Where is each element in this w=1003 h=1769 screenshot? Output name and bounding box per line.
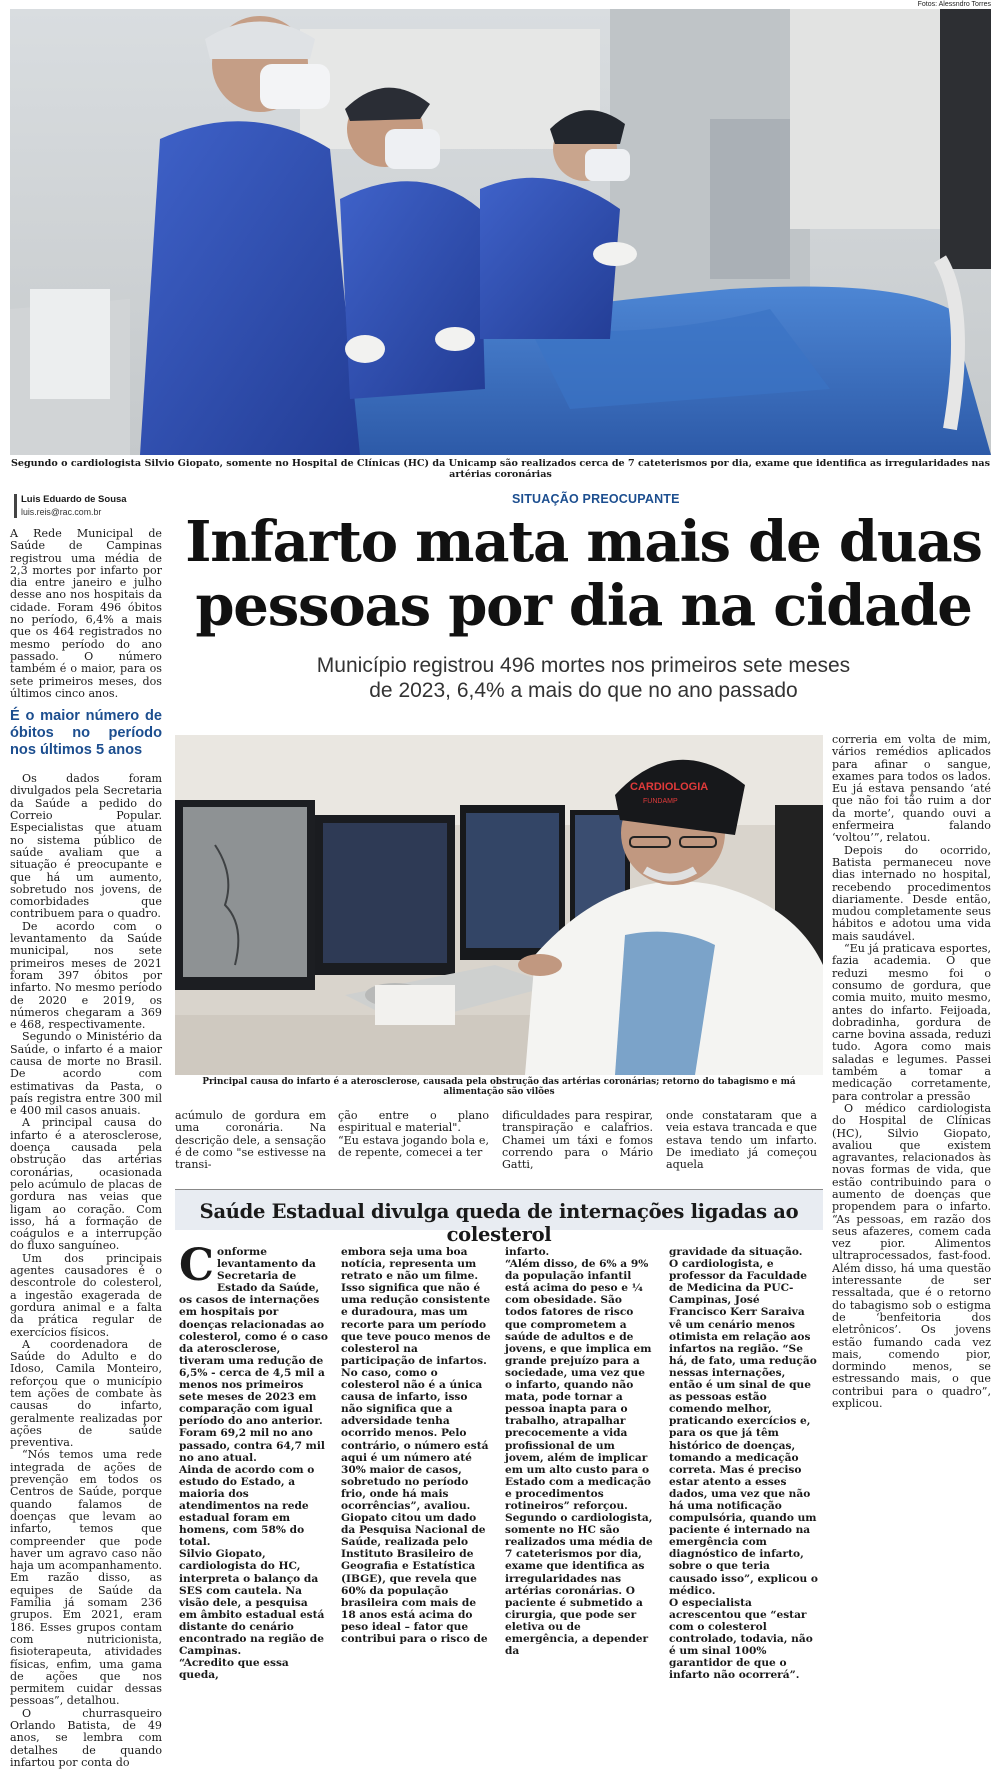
right-column (832, 734, 991, 1410)
box-column-1 (179, 1240, 329, 1682)
byline (14, 494, 174, 518)
surgery-photo (10, 9, 991, 455)
subheading: É o maior número de óbitos no período nos últimos 5 anos (10, 708, 162, 759)
box-column-1-text: onforme levantamento da Secretaria de Estado da Saúde, os casos de internações em hospitais por doenças relacionadas ao colesterol, como é o caso da aterosclerose, tiveram uma redução de 6,5% - cerca de 4,5 mil a menos nos primeiros sete meses de 2023 em comparação com igual período do ano anterior. Foram 69,2 mil no ano passado, contra 64,7 mil no ano atual. Ainda de acordo com o estudo do Estado, a maioria dos atendimentos na rede estadual foram em homens, com 58% do total. Silvio Giopato, cardiologista do HC, interpreta o balanço da SES com cautela. Na visão dele, a pesquisa em âmbito estadual está distante do cenário encontrado na região de Campinas. “Acredito que essa queda, (179, 1246, 328, 1682)
paragraph: A coordenadora de Saúde do Adulto e do Idoso, Camila Monteiro, reforçou que o município tem ações de combate às causas do infarto, geralmente realizadas por ações de saúde preventiva. (10, 1337, 162, 1450)
box-column-3: infarto. “Além disso, de 6% a 9% da população infantil está acima do peso e ¼ com obesidade. São todos fatores de risco que comprometem a saúde de adultos e de jovens, e que implica em grande prejuízo para a sociedade, uma vez que o infarto, quando não mata, pode tornar a pessoa inapta para o trabalho, atrapalhar precocemente a vida profissional de um jovem, além de implicar em um alto custo para o Estado com a medicação e procedimentos rotineiros” reforçou. Segundo o cardiologista, somente no HC são realizados uma média de 7 cateterismos por dia, exame que identifica as irregularidades nas artérias coronárias. O paciente é submetido a cirurgia, que pode ser eletiva ou de emergência, a depender da (505, 1246, 653, 1658)
box-column-2: embora seja uma boa notícia, representa um retrato e não um filme. Isso significa que não é uma redução consistente e duradoura, mas um recorte para um período que teve pouco menos de colesterol na participação de infartos. No caso, como o colesterol não é a única causa de infarto, isso não significa que a adversidade tenha ocorrido menos. Pelo contrário, o número está aqui é um número até 30% maior de casos, sobretudo no período frio, onde há mais ocorrências”, avaliou. Giopato citou um dado da Pesquisa Nacional de Saúde, realizada pelo Instituto Brasileiro de Geografia e Estatística (IBGE), que revela que 60% da população brasileira com mais de 18 anos está acima do peso ideal – fator que contribui para o risco de (341, 1246, 491, 1645)
cap-subtext: FUNDAMP (643, 798, 678, 805)
cardiologist-photo (175, 735, 823, 1075)
paragraph: O churrasqueiro Orlando Batista, de 49 anos, se lembra com detalhes de quando infartou por conta do (10, 1706, 162, 1769)
mid-photo-caption: Principal causa do infarto é a aterosclerose, causada pela obstrução das artérias coronárias; retorno do tabagismo e má alimentação são vilões (202, 1077, 796, 1097)
kicker: SITUAÇÃO PREOCUPANTE (512, 492, 680, 506)
headline (176, 510, 991, 638)
headline-line-2: pessoas por dia na cidade (195, 573, 972, 639)
paragraph: Segundo o Ministério da Saúde, o infarto é a maior causa de morte no Brasil. De acordo com estimativas da Pasta, o país registra entre 300 mil e 400 mil casos anuais. (10, 1030, 162, 1118)
sidebar-box (175, 1189, 823, 1682)
left-column (10, 528, 162, 1769)
paragraph: Depois do ocorrido, Batista permaneceu nove dias internado no hospital, recebendo procedimentos diariamente. Desde então, mudou completamente seus hábitos e adotou uma vida mais saudável. (832, 843, 991, 943)
paragraph: O médico cardiologista do Hospital de Clínicas (HC), Silvio Giopato, avaliou que existem agravantes, relacionados às novas formas de vida, que estão contribuindo para o aumento de doenças que propendem para o infarto. “As pessoas, em razão dos seus afazeres, comem cada vez pior. Alimentos ultraprocessados, fast-food. Além disso, há uma questão interessante de ser ressaltada, que é o retorno do tabagismo sob o estigma de ‘benfeitoria dos eletrônicos’. Os jovens estão fumando cada vez mais, comendo pior, dormindo menos, se estressando mais, o que contribui para o quadro”, explicou. (832, 1101, 991, 1411)
cap-text: CARDIOLOGIA (630, 781, 709, 793)
mid-column-2: ção entre o plano espiritual e material". “Eu estava jogando bola e, de repente, comecei a ter (338, 1109, 489, 1159)
box-title: Saúde Estadual divulga queda de internações ligadas ao colesterol (199, 1200, 799, 1246)
subtitle-line-2: de 2023, 6,4% a mais do que no ano passado (369, 679, 798, 702)
paragraph: correria em volta de mim, vários remédios aplicados para afinar o sangue, exames para todos os lados. Eu já estava pensando ‘até que não foi tão ruim a dor da morte’, quando ouvi a enfermeira falando ‘voltou’”, relatou. (832, 733, 991, 845)
mid-column-1: acúmulo de gordura em uma coronária. Na descrição dele, a sensação é de como "se estivesse na transi- (175, 1109, 326, 1172)
paragraph: A Rede Municipal de Saúde de Campinas registrou uma média de 2,3 mortes por infarto por dia entre janeiro e julho desse ano nos hospitais da cidade. Foram 496 óbitos no período, 6,4% a mais que os 464 registrados no mesmo período do ano passado. O número também é o maior, para os sete primeiros meses, dos últimos cinco anos. (10, 527, 162, 700)
photo-credit: Fotos: Alessndro Torres (917, 1, 991, 8)
paragraph: Um dos principais agentes causadores é o descontrole do colesterol, a ingestão exagerada de gordura animal e a falta da prática regular de exercícios físicos. (10, 1251, 162, 1339)
paragraph: “Eu já praticava esportes, fazia academia. O que reduzi mesmo foi o consumo de gordura, que comia muito, muito mesmo, antes do infarto. Feijoada, dobradinha, gordura de carne bovina assada, reduzi tudo. Agora como mais saladas e legumes. Passei também a tomar a medicação corretamente, para controlar a pressão (832, 942, 991, 1103)
mid-column-4: onde constataram que a veia estava trancada e que estava tendo um infarto. De imediato já começou aquela (666, 1109, 817, 1172)
box-column-4: gravidade da situação. O cardiologista, e professor da Faculdade de Medicina da PUC-Campinas, José Francisco Kerr Saraiva vê um cenário menos otimista em relação aos infartos na região. “Se há, de fato, uma redução nessas internações, então é um sinal de que as pessoas estão comendo melhor, praticando exercícios e, para os que já têm histórico de doenças, tomando a medicação correta. Mas é preciso estar atento a esses dados, uma vez que não há uma notificação compulsória, quando um paciente é internado na emergência com diagnóstico de infarto, sobre o que teria causado isso”, explicou o médico. O especialista acrescentou que “estar com o colesterol controlado, todavia, não é um sinal 100% garantidor de que o infarto não ocorrerá”. (669, 1246, 818, 1682)
mid-column-3: dificuldades para respirar, transpiração e calafrios. Chamei um táxi e fomos correndo para o Mário Gatti, (502, 1109, 653, 1172)
subtitle (176, 653, 991, 703)
headline-line-1: Infarto mata mais de duas (185, 509, 982, 575)
paragraph: Os dados foram divulgados pela Secretaria da Saúde a pedido do Correio Popular. Especialistas que atuam no sistema público de saúde avaliam que a situação é preocupante e que há um aumento, sobretudo nos jovens, de comorbidades que contribuem para o quadro. (10, 772, 162, 921)
paragraph: “Nós temos uma rede integrada de ações de prevenção em todos os Centros de Saúde, porque quando falamos de doenças que levam ao infarto, temos que compreender que pode haver um agravo caso não haja um acompanhamento. Em razão disso, as equipes de Saúde da Família já somam 236 grupos. Em 2021, eram 186. Esses grupos contam com nutricionista, fisioterapeuta, atividades físicas, enfim, uma gama de ações que nos permitem cuidar dessas pessoas”, detalhou. (10, 1448, 162, 1708)
author-email: luis.reis@rac.com.br (21, 507, 102, 517)
top-photo-caption: Segundo o cardiologista Silvio Giopato, somente no Hospital de Clínicas (HC) da Unicamp são realizados cerca de 7 cateterismos por dia, exame que identifica as irregularidades nas artérias coronárias (10, 458, 991, 480)
author-name: Luis Eduardo de Sousa (21, 494, 127, 505)
subtitle-line-1: Município registrou 496 mortes nos primeiros sete meses (316, 654, 851, 677)
paragraph: A principal causa do infarto é a aterosclerose, doença causada pela obstrução das artérias coronárias, ocasionada pelo acúmulo de placas de gordura nas veias que ligam ao coração. Com isso, há a formação de coágulos e a interrupção do fluxo sanguíneo. (10, 1116, 162, 1253)
drop-cap: C (179, 1240, 215, 1291)
paragraph: De acordo com o levantamento da Saúde municipal, nos sete primeiros meses de 2021 foram 397 óbitos por infarto. No mesmo período de 2020 e 2019, os números chegaram a 369 e 468, respectivamente. (10, 919, 162, 1032)
